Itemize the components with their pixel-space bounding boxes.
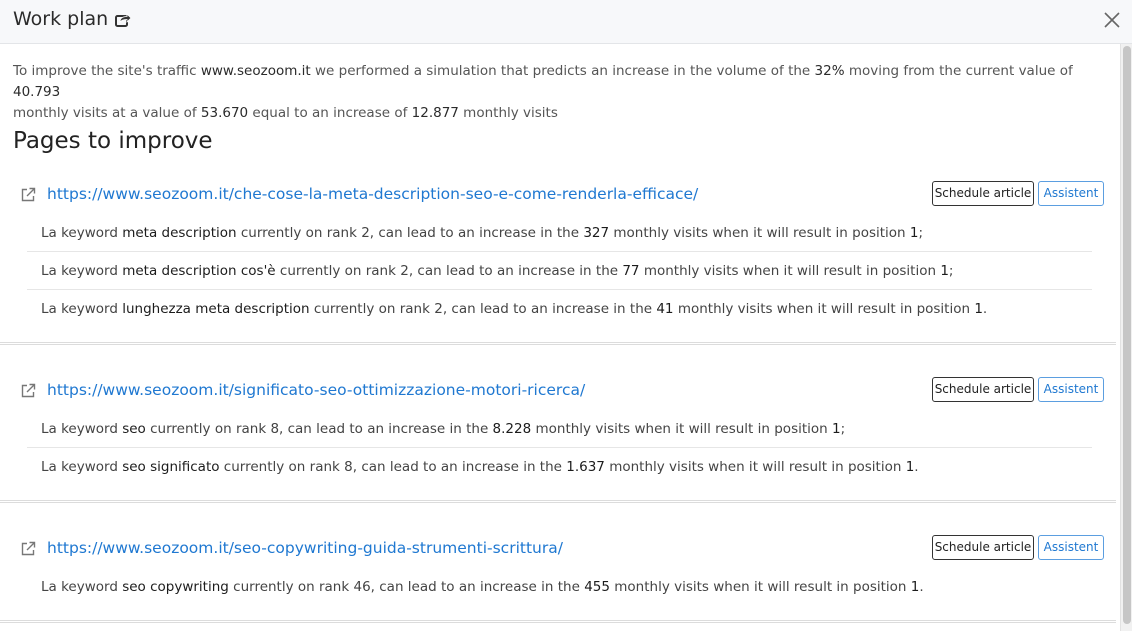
page-url-row [0, 377, 1116, 407]
dialog-header [0, 0, 1132, 44]
section-title: Pages to improve [13, 128, 213, 154]
schedule-article-button[interactable]: Schedule article [932, 535, 1034, 560]
page-url-row [0, 535, 1116, 565]
keyword-row: La keyword meta description currently on rank 2, can lead to an increase in the 327 monthly visits when it will result in position 1; [27, 214, 1092, 252]
dialog-body [0, 44, 1120, 631]
keyword-row: La keyword lunghezza meta description currently on rank 2, can lead to an increase in the 41 monthly visits when it will result in position 1. [41, 301, 988, 317]
page-url-link[interactable]: https://www.seozoom.it/significato-seo-ottimizzazione-motori-ricerca/ [47, 381, 586, 399]
intro-text: To improve the site's traffic www.seozoom.it we performed a simulation that predicts an increase in the volume of the 32% moving from the current value of 40.793 monthly visits at a value of 53.670 equal to an increase of 12.877 monthly visits [13, 63, 1073, 121]
schedule-article-button[interactable]: Schedule article [932, 181, 1034, 206]
site-name: www.seozoom.it [200, 63, 311, 79]
group-divider [0, 342, 1116, 345]
target-visits: 53.670 [200, 105, 249, 121]
page-url-link[interactable]: https://www.seozoom.it/che-cose-la-meta-description-seo-e-come-renderla-efficace/ [47, 185, 699, 203]
external-link-icon[interactable] [20, 187, 36, 203]
group-divider [0, 500, 1116, 503]
current-visits: 40.793 [13, 84, 61, 100]
schedule-article-button[interactable]: Schedule article [932, 377, 1034, 402]
external-link-icon[interactable] [20, 383, 36, 399]
external-link-icon[interactable] [20, 541, 36, 557]
keyword-row: La keyword seo currently on rank 8, can lead to an increase in the 8.228 monthly visits when it will result in position 1; [27, 410, 1092, 448]
dialog-title: Work plan [13, 8, 109, 30]
scrollbar[interactable] [1120, 44, 1132, 631]
assistent-button[interactable]: Assistent [1038, 181, 1104, 206]
increase-visits: 12.877 [411, 105, 459, 121]
scrollbar-thumb[interactable] [1123, 46, 1131, 624]
keyword-row: La keyword meta description cos'è currently on rank 2, can lead to an increase in the 77 monthly visits when it will result in position 1; [27, 252, 1092, 290]
close-icon[interactable] [1102, 10, 1122, 30]
group-divider [0, 620, 1116, 623]
keyword-row: La keyword seo significato currently on rank 8, can lead to an increase in the 1.637 monthly visits when it will result in position 1. [41, 459, 919, 475]
assistent-button[interactable]: Assistent [1038, 535, 1104, 560]
share-export-icon[interactable] [114, 11, 132, 29]
page-url-row [0, 181, 1116, 211]
assistent-button[interactable]: Assistent [1038, 377, 1104, 402]
page-url-link[interactable]: https://www.seozoom.it/seo-copywriting-guida-strumenti-scrittura/ [47, 539, 563, 557]
increase-percent: 32% [814, 63, 845, 79]
keyword-row: La keyword seo copywriting currently on rank 46, can lead to an increase in the 455 monthly visits when it will result in position 1. [41, 579, 924, 595]
